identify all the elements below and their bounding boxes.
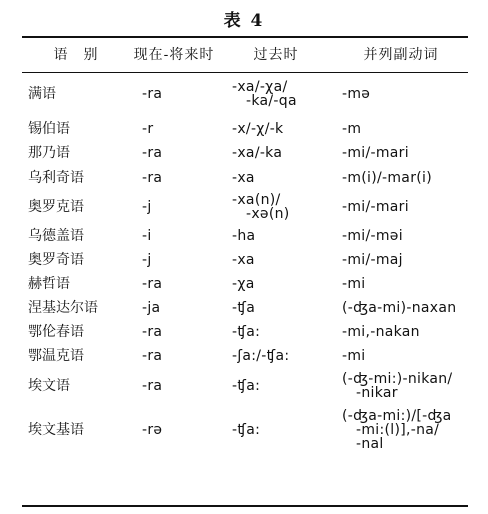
- table-caption: 表 4: [223, 11, 265, 31]
- cell-past-line: -ha: [232, 228, 256, 244]
- table-row: [22, 344, 474, 368]
- cell-past-line: -χa: [232, 276, 255, 292]
- cell-converb-line: (-ʤa-mi)-naxan: [342, 300, 457, 316]
- cell-past: [224, 404, 328, 456]
- table-bottom-rule: [22, 505, 468, 507]
- cell-converb-line: -mi,-nakan: [342, 324, 420, 340]
- cell-converb: [328, 224, 474, 248]
- cell-language: 鄂伦春语: [28, 324, 84, 340]
- cell-present-future: -ra: [142, 145, 163, 161]
- cell-present-future: -ja: [142, 300, 161, 316]
- cell-past-line: -ʃa:/-ʧa:: [232, 348, 290, 364]
- table-row: [22, 296, 474, 320]
- cell-converb-line: -mi:(l)],-na/: [356, 422, 440, 438]
- cell-present-future: -ra: [142, 276, 163, 292]
- cell-converb-line: -nal: [356, 436, 384, 452]
- cell-past: [224, 344, 328, 368]
- cell-past: [224, 165, 328, 190]
- cell-converb: [328, 165, 474, 190]
- header-present-future: 现在-将来时: [133, 47, 215, 63]
- cell-converb: [328, 72, 474, 116]
- cell-past: [224, 116, 328, 141]
- cell-past: [224, 272, 328, 296]
- cell-converb-line: (-ʤ-mi:)-nikan/: [342, 371, 453, 387]
- table-row: [22, 72, 474, 116]
- cell-converb: [328, 404, 474, 456]
- cell-present-future: -j: [142, 199, 152, 215]
- cell-converb: [328, 272, 474, 296]
- cell-past-line: -xə(n): [246, 206, 290, 222]
- table-body: [22, 72, 474, 456]
- cell-language: 赫哲语: [28, 276, 70, 292]
- cell-converb-line: -mə: [342, 86, 371, 102]
- table-row: [22, 165, 474, 190]
- cell-past-line: -x/-χ/-k: [232, 120, 284, 137]
- cell-past: [224, 368, 328, 404]
- cell-converb-line: -m(i)/-mar(i): [342, 169, 432, 186]
- cell-converb-line: -mi: [342, 276, 366, 292]
- cell-past: [224, 320, 328, 344]
- cell-converb: [328, 190, 474, 224]
- cell-present-future: -ra: [142, 86, 163, 102]
- cell-present-future: -i: [142, 228, 152, 244]
- cell-language: 那乃语: [28, 145, 70, 161]
- verb-suffix-table: [22, 38, 474, 456]
- table-row: [22, 272, 474, 296]
- cell-past-line: -xa(n)/: [232, 192, 281, 208]
- cell-converb: [328, 248, 474, 272]
- table-row: [22, 320, 474, 344]
- cell-language: 乌利奇语: [28, 169, 84, 186]
- cell-converb-line: -mi/-mari: [342, 199, 409, 215]
- table-row: [22, 248, 474, 272]
- cell-converb: [328, 368, 474, 404]
- cell-language: 满语: [28, 86, 56, 102]
- cell-past-line: -ʧa:: [232, 324, 261, 340]
- cell-language: 乌德盖语: [28, 228, 84, 244]
- header-language: 语 别: [53, 47, 99, 63]
- table-row: [22, 141, 474, 165]
- cell-converb-line: -nikar: [356, 385, 398, 401]
- cell-language: 涅基达尔语: [28, 300, 98, 316]
- cell-present-future: -ra: [142, 348, 163, 364]
- cell-present-future: -ra: [142, 169, 163, 186]
- cell-language: 锡伯语: [28, 120, 70, 137]
- cell-converb: [328, 320, 474, 344]
- table-row: [22, 116, 474, 141]
- cell-converb-line: -mi: [342, 348, 366, 364]
- table-row: [22, 190, 474, 224]
- cell-past: [224, 296, 328, 320]
- cell-present-future: -r: [142, 120, 154, 137]
- cell-present-future: -ra: [142, 378, 163, 394]
- cell-converb: [328, 296, 474, 320]
- cell-past: [224, 248, 328, 272]
- cell-past-line: -ʧa: [232, 300, 256, 316]
- header-converb: 并列副动词: [363, 47, 439, 63]
- cell-language: 奥罗奇语: [28, 252, 84, 268]
- cell-present-future: -ra: [142, 324, 163, 340]
- cell-present-future: -rə: [142, 422, 163, 438]
- cell-converb-line: -mi/-məi: [342, 228, 403, 244]
- cell-past-line: -ʧa:: [232, 378, 261, 394]
- cell-past-line: -ʧa:: [232, 422, 261, 438]
- cell-language: 鄂温克语: [28, 348, 84, 364]
- cell-past-line: -xa: [232, 169, 255, 186]
- cell-converb-line: -mi/-mari: [342, 145, 409, 161]
- cell-converb-line: -mi/-maj: [342, 252, 403, 268]
- cell-converb: [328, 141, 474, 165]
- table-row: [22, 368, 474, 404]
- table-row: [22, 224, 474, 248]
- cell-language: 奥罗克语: [28, 199, 84, 215]
- table-row: [22, 404, 474, 456]
- cell-past: [224, 190, 328, 224]
- table-header-row: [22, 38, 474, 72]
- cell-converb-line: (-ʤa-mi:)/[-ʤa: [342, 408, 452, 424]
- cell-past: [224, 141, 328, 165]
- cell-language: 埃文语: [28, 378, 70, 394]
- cell-past-line: -xa/-ka: [232, 145, 283, 161]
- cell-past: [224, 224, 328, 248]
- cell-past-line: -ka/-qa: [246, 93, 297, 109]
- cell-past-line: -xa: [232, 252, 255, 268]
- cell-converb-line: -m: [342, 120, 362, 137]
- header-past: 过去时: [253, 47, 299, 63]
- cell-past-line: -xa/-χa/: [232, 79, 288, 95]
- cell-converb: [328, 116, 474, 141]
- cell-language: 埃文基语: [28, 422, 84, 438]
- cell-converb: [328, 344, 474, 368]
- cell-present-future: -j: [142, 252, 152, 268]
- cell-past: [224, 72, 328, 116]
